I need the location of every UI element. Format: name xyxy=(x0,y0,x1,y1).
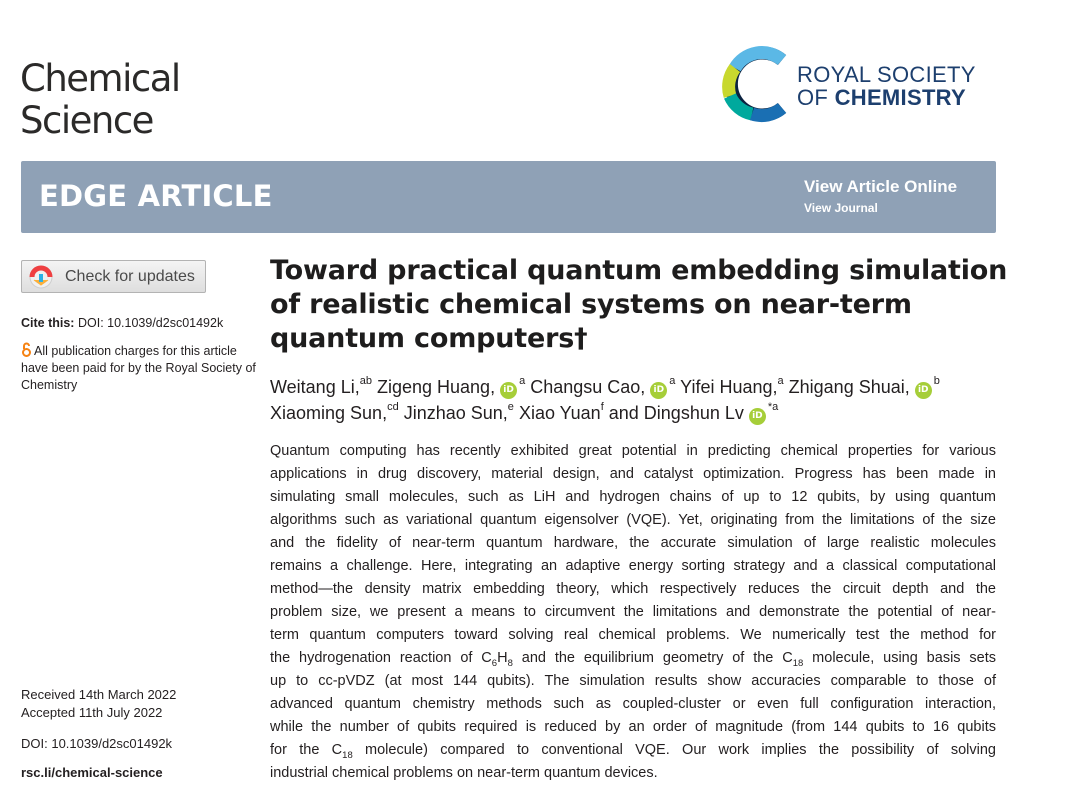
abstract-line: simulating small molecules, such as LiH and hydrogen chains of up to 12 qubits, by using quantum xyxy=(270,489,996,505)
accepted-date: Accepted 11th July 2022 xyxy=(21,705,163,720)
received-date: Received 14th March 2022 xyxy=(21,687,177,702)
author-affiliation: f xyxy=(600,401,604,413)
abstract-line: algorithms such as variational quantum eigensolver (VQE). Yet, originating from the limitations of the size xyxy=(270,512,996,528)
author-name: Xiao Yuan xyxy=(518,403,601,423)
author xyxy=(530,377,675,397)
open-access-note xyxy=(21,342,261,394)
author-line xyxy=(270,374,1030,400)
abstract-line: while the number of qubits required is reduced by an order of magnitude (from 144 qubits to 16 qubits xyxy=(270,719,996,735)
open-access-icon xyxy=(21,342,32,357)
abstract-line: problem size, we present a means to circumvent the limitations and demonstrate the potential of near- xyxy=(270,604,996,620)
abstract-line: remains a challenge. Here, integrating an adaptive energy sorting strategy and a classical computational xyxy=(270,558,996,574)
author-name: Yifei Huang, xyxy=(680,377,778,397)
abstract xyxy=(270,440,996,785)
abstract-line: industrial chemical problems on near-term quantum devices. xyxy=(270,765,658,781)
author-list xyxy=(270,374,1030,426)
journal-title-line-1: Chemical xyxy=(20,57,180,100)
author xyxy=(270,403,399,423)
article-title-line: Toward practical quantum embedding simulation xyxy=(270,255,1008,286)
author-name: Zigeng Huang, xyxy=(376,377,496,397)
author-name: Zhigang Shuai, xyxy=(788,377,910,397)
abstract-line: Quantum computing has recently exhibited great potential in predicting chemical properties for various xyxy=(270,443,996,459)
check-updates-icon xyxy=(28,265,54,289)
author xyxy=(404,403,514,423)
rsc-c-logo-icon xyxy=(722,46,792,126)
check-for-updates-button[interactable] xyxy=(21,260,206,293)
abstract-line: applications in drug discovery, material design, and catalyst optimization. Progress has been made in xyxy=(270,466,996,482)
open-access-text: All publication charges for this article have been paid for by the Royal Society of Chemistry xyxy=(21,344,256,392)
author xyxy=(270,377,372,397)
article-banner xyxy=(21,161,996,233)
author-affiliation: a xyxy=(777,375,784,387)
article-title xyxy=(270,254,1030,356)
journal-title-line-2: Science xyxy=(20,99,153,142)
article-type: EDGE ARTICLE xyxy=(39,179,273,213)
abstract-line: advanced quantum chemistry methods such as coupled-cluster or even full configuration interaction, xyxy=(270,696,996,712)
rsc-name-line-2 xyxy=(797,85,966,111)
view-journal-link[interactable]: View Journal xyxy=(804,201,878,215)
author-name: Weitang Li, xyxy=(270,377,360,397)
rsc-logo xyxy=(722,46,1002,126)
view-article-online-link[interactable]: View Article Online xyxy=(804,177,958,196)
abstract-line: method—the density matrix embedding theory, which respectively reduces the circuit depth and the xyxy=(270,581,996,597)
journal-title xyxy=(20,58,280,142)
author-affiliation: *a xyxy=(767,401,779,413)
author-name: Jinzhao Sun, xyxy=(403,403,508,423)
abstract-line: up to cc-pVDZ (at most 144 qubits). The simulation results show accuracies comparable to those of xyxy=(270,673,996,689)
abstract-line: the hydrogenation reaction of $C_6H_8$ and the equilibrium geometry of the $C_{18}$ molecule, using basis sets xyxy=(270,650,997,669)
rsc-name-of: OF xyxy=(797,85,829,110)
author xyxy=(789,377,940,397)
author-affiliation: a xyxy=(519,375,526,387)
author xyxy=(609,403,779,423)
cite-doi: DOI: 10.1039/d2sc01492k xyxy=(77,316,224,330)
abstract-line: and the fidelity of near-term quantum hardware, the accurate simulation of large realistic molecules xyxy=(270,535,996,551)
orcid-icon[interactable]: iD xyxy=(650,382,667,399)
rsc-name-line-1: ROYAL SOCIETY xyxy=(797,62,976,87)
author-name: Xiaoming Sun, xyxy=(270,403,388,423)
journal-link[interactable]: rsc.li/chemical-science xyxy=(21,765,163,780)
article-title-line: of realistic chemical systems on near-term xyxy=(270,289,912,320)
cite-this xyxy=(21,316,223,330)
author xyxy=(377,377,525,397)
author-affiliation: b xyxy=(933,375,940,387)
cite-label: Cite this: xyxy=(21,316,75,330)
rsc-name-chemistry: CHEMISTRY xyxy=(834,85,967,110)
doi: DOI: 10.1039/d2sc01492k xyxy=(21,736,173,751)
author-line xyxy=(270,400,1030,426)
author-name: and Dingshun Lv xyxy=(608,403,744,423)
orcid-icon[interactable]: iD xyxy=(915,382,932,399)
author-affiliation: ab xyxy=(359,375,372,387)
orcid-icon[interactable]: iD xyxy=(749,408,766,425)
orcid-icon[interactable]: iD xyxy=(500,382,517,399)
author-affiliation: e xyxy=(507,401,514,413)
author-name: Changsu Cao, xyxy=(530,377,646,397)
article-title-line: quantum computers† xyxy=(270,323,588,354)
abstract-line: term quantum computers toward solving real chemical problems. We numerically test the method for xyxy=(270,627,996,643)
author xyxy=(680,377,784,397)
author-affiliation: cd xyxy=(387,401,399,413)
history-dates xyxy=(21,686,176,722)
abstract-line: for the $C_{18}$ molecule) compared to conventional VQE. Our work implies the possibility of solving xyxy=(270,742,996,761)
check-updates-label: Check for updates xyxy=(65,268,195,285)
author-affiliation: a xyxy=(669,375,676,387)
author xyxy=(519,403,604,423)
